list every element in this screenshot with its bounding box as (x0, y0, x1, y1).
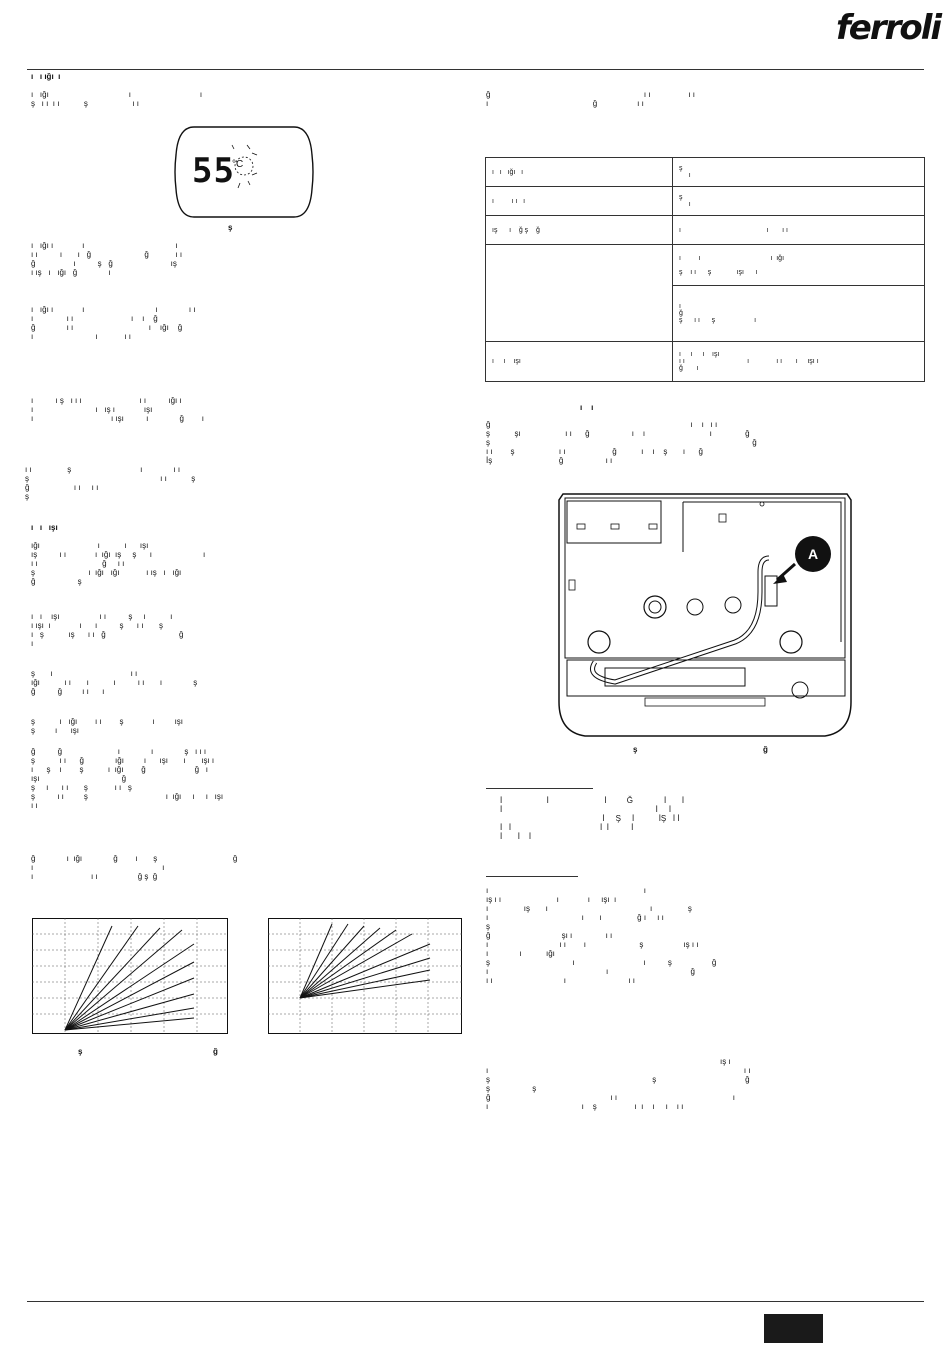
left-intro (31, 90, 461, 108)
left-heading: ı ı ığı ı (31, 72, 61, 81)
text-line: ı ı ı ı ş ış ı ı (486, 940, 699, 949)
text-line: ı ı ı ı (31, 332, 132, 341)
table-cell: ı ı ığı ı (486, 158, 673, 187)
text-line: ğ ğ ı ı ş ı ı ı (31, 747, 207, 756)
text-line: ı ğ ı ı (486, 99, 644, 108)
text-line: ş ğ (486, 438, 757, 447)
text-line: ğ ş (31, 577, 82, 586)
text-line: ı ı ı (486, 1066, 751, 1075)
text-line: ı ı ı ğ ş ğ (31, 872, 158, 881)
text-line: ı ı ış ı ışı (31, 405, 153, 414)
figure-label-a: A (807, 546, 819, 562)
text-line: ş ı ı ş (25, 474, 196, 483)
text-line: ğ ı ı ı (486, 1093, 735, 1102)
text-line: ş (486, 922, 490, 931)
left-para-g (31, 669, 461, 696)
table-cell: ış ı ğ ş ğ (486, 216, 673, 245)
left-para-h (31, 717, 461, 735)
text-line: ş ı ığı ığı ı ış ı ığı (31, 568, 182, 577)
text-line: ı ığı ı ı (31, 90, 203, 99)
text-line: ş ı ı ı ş ı ı ş (31, 783, 132, 792)
table-cell: ş ı (673, 187, 925, 216)
text-line: ş ş ğ (486, 1075, 750, 1084)
left-para-d (25, 465, 461, 501)
right-section-2 (486, 886, 924, 985)
text-line: ş ı ığı ı ı ş ı ışı (31, 717, 184, 726)
right-section-1 (500, 796, 924, 841)
text-line: ı ığı ı ı ı ı ı (31, 305, 196, 314)
text-line: ı ış ı ı ş (486, 904, 692, 913)
display-caption: ş (228, 223, 233, 232)
text-line: ğ ı ş ğ ış (31, 259, 177, 268)
text-line: ı ı (486, 886, 647, 895)
table-cell: ş ı (673, 158, 925, 187)
text-line: ş ı ı ğ ığı ı ışı ı ışı ı (31, 756, 215, 765)
table-row (486, 245, 925, 286)
text-line: ı ı ğ (486, 967, 695, 976)
text-line: ı ı ğ ı ı (31, 559, 125, 568)
text-line: İ İ İ (500, 805, 672, 814)
left-para-j (31, 854, 461, 881)
text-line: İş ğ ı ı (486, 456, 613, 465)
text-line: ş ı ı ş ı ığı ı ı ışı (31, 792, 224, 801)
table-cell: ı ı ı ığı ş ı ı ş ışı ı (673, 245, 925, 286)
text-line: ş ı ı ı ı ş ı ı (31, 99, 140, 108)
footer-rule (27, 1301, 924, 1302)
heating-curves-graph-left (32, 918, 228, 1034)
table-cell (486, 245, 673, 342)
table-cell: ı ı ı ışı ı ı ı ı ı ı ışı ı ğ ı (673, 342, 925, 382)
text-line: ş (25, 492, 29, 501)
display-unit: °C (232, 159, 244, 170)
text-line: ı ığı ı ı ı (31, 241, 178, 250)
text-line: ı ı ş ı ı ğ ı ı ş ı ğ (486, 447, 703, 456)
section-2-rule (486, 876, 578, 877)
text-line: ş şı ı ı ğ ı ı ı ğ (486, 429, 750, 438)
right-intro (486, 90, 924, 108)
text-line: ı ı ş ı ı ı ı ı ığı ı (31, 396, 182, 405)
text-line: ş ı ı ş ğ (486, 958, 717, 967)
text-line: ğ ğ ı ı ı (31, 687, 105, 696)
text-line: ı ı ı ğ ı ı ı (486, 913, 664, 922)
text-line: ış ı ı ı ığı ış ş ı ı (31, 550, 206, 559)
boiler-connection-figure (555, 492, 855, 742)
text-line: İ Ş İ İŞ İ İ (500, 814, 680, 823)
left-subheading: ı ı ışı (31, 523, 58, 532)
text-line: İ İ İ (500, 832, 532, 841)
text-line: ğ ı ı ı ı (486, 420, 718, 429)
right-section-3 (486, 1057, 924, 1111)
left-para-f (31, 612, 461, 648)
right-heading-2: ı ı (580, 403, 594, 412)
text-line: ığı ı ı ışı (31, 541, 149, 550)
text-line: ı ı ı ı ğ ğ ı ı (31, 250, 183, 259)
table-row (486, 187, 925, 216)
graph-caption-right: ğ (213, 1047, 218, 1056)
text-line: ı ş ı ş ı ığı ğ ğ ı (31, 765, 208, 774)
text-line: ş ı ı ı (31, 669, 138, 678)
text-line: ğ ı ığı ğ ı ş ğ (31, 854, 238, 863)
text-line: ı ı ı ı ı (486, 976, 635, 985)
text-line: ı ı ş ı ı ı (25, 465, 181, 474)
table-row (486, 216, 925, 245)
table-cell: ı ğ ş ı ı ş ı (673, 286, 925, 342)
text-line: İ İ İ İ İ (500, 823, 634, 832)
text-line: ı ı ı ı ı ğ (31, 314, 158, 323)
display-digits: 55 (192, 151, 235, 191)
text-line: ş ş (486, 1084, 537, 1093)
text-line: ı ı ışı ı ğ ı (31, 414, 204, 423)
table-cell: ı ı ı ı (673, 216, 925, 245)
text-line: ş ı ışı (31, 726, 80, 735)
left-para-i (31, 747, 461, 810)
text-line: ışı ğ (31, 774, 127, 783)
table-cell: ı ı ışı (486, 342, 673, 382)
text-line: ı ı (31, 801, 38, 810)
text-line: ış ı (720, 1057, 731, 1066)
table-row (486, 342, 925, 382)
ferroli-logo: ferroli (836, 8, 941, 48)
text-line: ı (31, 639, 34, 648)
section-1-rule (486, 788, 593, 789)
text-line: ı ı ışı ı ı ş ı ı (31, 612, 173, 621)
text-line: ı ş ış ı ı ğ ğ (31, 630, 184, 639)
left-para-b (31, 305, 461, 341)
right-para-a (486, 420, 924, 465)
text-line: İ İ İ Ğ İ İ (500, 796, 685, 805)
text-line: ı ı ş ı ı ı ı ı ı (486, 1102, 684, 1111)
text-line: ı ı ığı (486, 949, 555, 958)
heating-curves-graph-right (268, 918, 462, 1034)
figure-caption-left: ş (633, 745, 638, 754)
left-para-a (31, 241, 461, 277)
text-line: ı ı (31, 863, 165, 872)
table-row (486, 158, 925, 187)
text-line: ı ışı ı ı ı ş ı ı ş (31, 621, 164, 630)
text-line: ı ış ı ığı ğ ı (31, 268, 111, 277)
table-cell: ı ı ı ı (486, 187, 673, 216)
text-line: ğ ı ı ı ığı ğ (31, 323, 183, 332)
text-line: ğ ı ı ı ı (486, 90, 695, 99)
text-line: ğ şı ı ı ı (486, 931, 613, 940)
graph-caption-left: ş (78, 1047, 83, 1056)
text-line: ğ ı ı ı ı (25, 483, 99, 492)
left-para-c (31, 396, 461, 423)
header-rule (27, 69, 924, 70)
text-line: ığı ı ı ı ı ı ı ı ş (31, 678, 198, 687)
text-line: ış ı ı ı ı ışı ı (486, 895, 617, 904)
page-number-box (764, 1314, 823, 1343)
parameter-table (485, 157, 925, 382)
left-para-e (31, 541, 461, 586)
display-panel-figure (172, 125, 316, 219)
figure-caption-right: ğ (763, 745, 768, 754)
